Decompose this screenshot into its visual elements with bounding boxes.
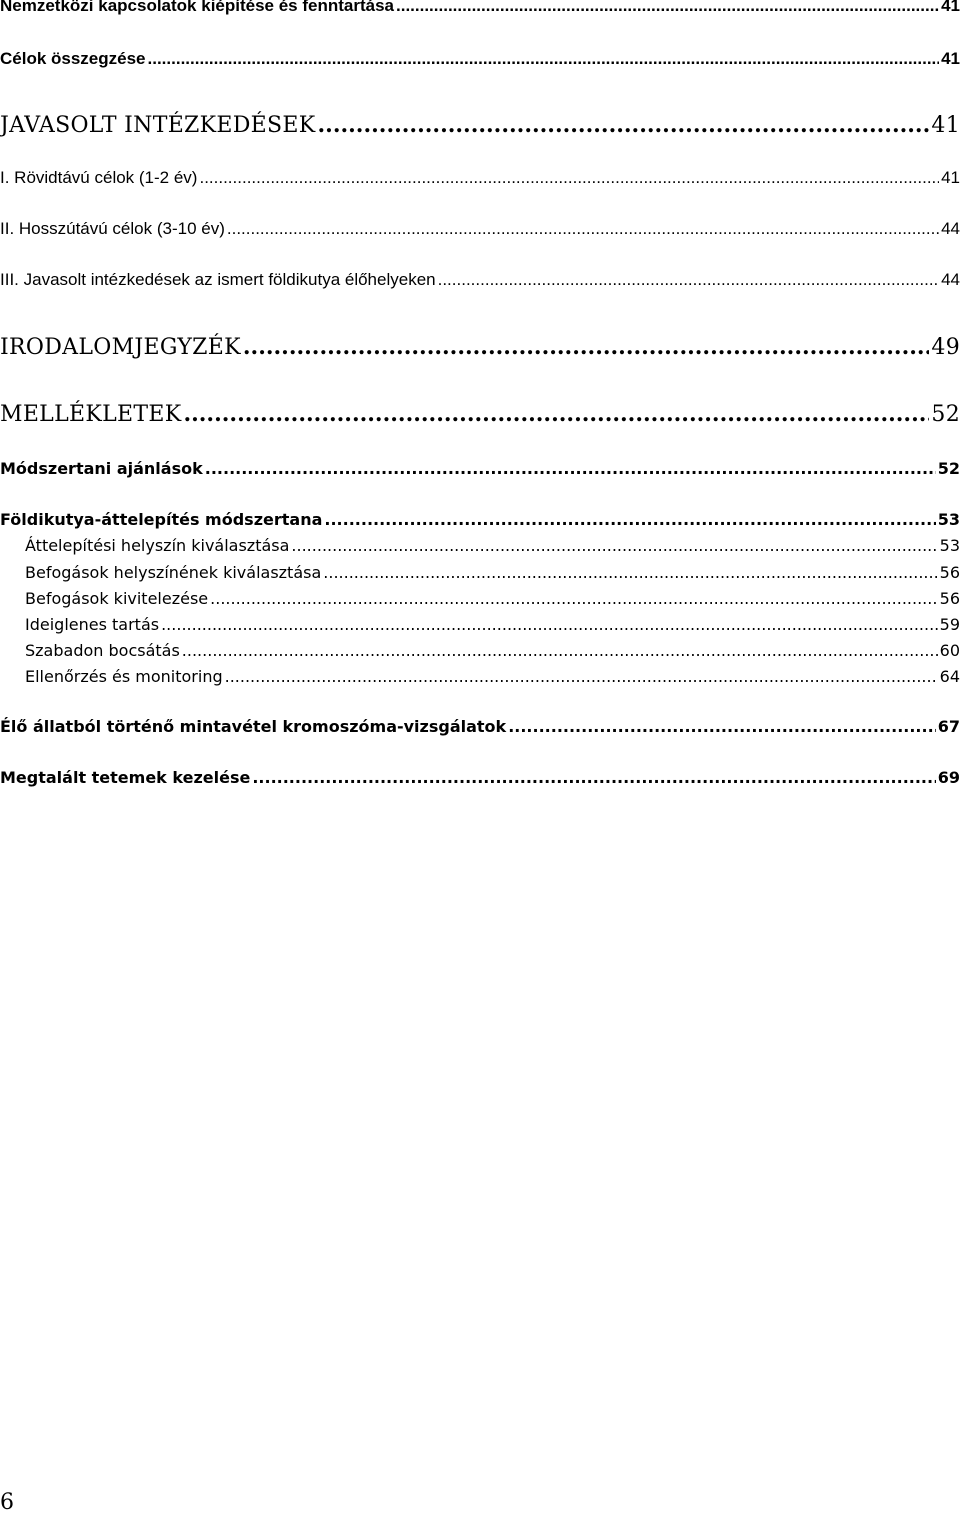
toc-entry-page: 52	[937, 459, 960, 478]
toc-entry-page: 41	[941, 0, 960, 15]
dot-leader	[225, 667, 938, 686]
dot-leader	[438, 270, 939, 290]
toc-entry-label: Befogások kivitelezése	[25, 589, 209, 608]
dot-leader	[199, 168, 939, 188]
toc-entry[interactable]	[25, 589, 960, 608]
dot-leader	[243, 334, 930, 360]
toc-entry-page: 49	[931, 335, 960, 360]
toc-entry-label: Áttelepítési helyszín kiválasztása	[25, 536, 290, 555]
toc-entry[interactable]	[0, 219, 960, 239]
toc-entry-label: Módszertani ajánlások	[0, 459, 203, 478]
toc-entry-label: Megtalált tetemek kezelése	[0, 768, 251, 787]
toc-entry[interactable]	[25, 615, 960, 634]
toc-entry[interactable]	[25, 667, 960, 686]
toc-entry-page: 53	[937, 510, 960, 529]
toc-entry-label: Nemzetközi kapcsolatok kiépítése és fenntartása	[0, 0, 394, 15]
toc-entry-page: 41	[931, 113, 960, 138]
toc-entry[interactable]	[0, 334, 960, 360]
toc-entry[interactable]	[0, 49, 960, 69]
toc-entry-page: 59	[939, 615, 960, 634]
toc-entry-label: I. Rövidtávú célok (1-2 év)	[0, 168, 198, 187]
dot-leader	[252, 768, 935, 787]
toc-entry-label: MELLÉKLETEK	[0, 402, 182, 427]
toc-entry-label: JAVASOLT INTÉZKEDÉSEK	[0, 113, 316, 138]
toc-entry-page: 41	[941, 168, 960, 187]
toc-entry[interactable]	[25, 641, 960, 660]
toc-entry-label: II. Hosszútávú célok (3-10 év)	[0, 219, 225, 238]
toc-entry-page: 64	[939, 667, 960, 686]
toc-entry-label: IRODALOMJEGYZÉK	[0, 335, 241, 360]
toc-entry-page: 60	[939, 641, 960, 660]
toc-entry[interactable]	[0, 510, 960, 529]
toc-entry-page: 69	[937, 768, 960, 787]
toc-entry-label: Ideiglenes tartás	[25, 615, 160, 634]
toc-entry-page: 67	[937, 717, 960, 736]
toc-entry-label: Élő állatból történő mintavétel kromoszóma-vizsgálatok	[0, 717, 507, 736]
toc-entry-page: 53	[939, 536, 960, 555]
toc-entry-page: 56	[939, 563, 960, 582]
toc-entry[interactable]	[0, 401, 960, 427]
dot-leader	[210, 589, 938, 608]
dot-leader	[182, 641, 938, 660]
toc-entry-label: Ellenőrzés és monitoring	[25, 667, 223, 686]
toc-entry[interactable]	[25, 536, 960, 555]
toc-entry[interactable]	[0, 112, 960, 138]
dot-leader	[205, 459, 936, 478]
dot-leader	[318, 112, 930, 138]
toc-entry-label: Szabadon bocsátás	[25, 641, 180, 660]
page-number: 6	[0, 1490, 14, 1515]
toc-entry[interactable]	[0, 717, 960, 736]
toc-entry-label: Befogások helyszínének kiválasztása	[25, 563, 322, 582]
toc-entry[interactable]	[0, 168, 960, 188]
toc-entry[interactable]	[0, 270, 960, 290]
toc-entry[interactable]	[0, 459, 960, 478]
toc-entry-label: III. Javasolt intézkedések az ismert földikutya élőhelyeken	[0, 270, 436, 289]
dot-leader	[148, 49, 940, 69]
toc-entry[interactable]	[25, 563, 960, 582]
dot-leader	[161, 615, 938, 634]
dot-leader	[508, 717, 936, 736]
toc-entry-label: Földikutya-áttelepítés módszertana	[0, 510, 323, 529]
toc-entry-page: 44	[941, 219, 960, 238]
toc-entry[interactable]	[0, 0, 960, 16]
toc-entry-page: 52	[931, 402, 960, 427]
toc-entry[interactable]	[0, 768, 960, 787]
toc-entry-label: Célok összegzése	[0, 49, 146, 68]
dot-leader	[291, 536, 937, 555]
dot-leader	[227, 219, 939, 239]
toc-entry-page: 56	[939, 589, 960, 608]
toc-entry-page: 41	[941, 49, 960, 68]
dot-leader	[183, 401, 929, 427]
dot-leader	[323, 563, 937, 582]
dot-leader	[396, 0, 939, 16]
toc-entry-page: 44	[941, 270, 960, 289]
dot-leader	[324, 510, 935, 529]
